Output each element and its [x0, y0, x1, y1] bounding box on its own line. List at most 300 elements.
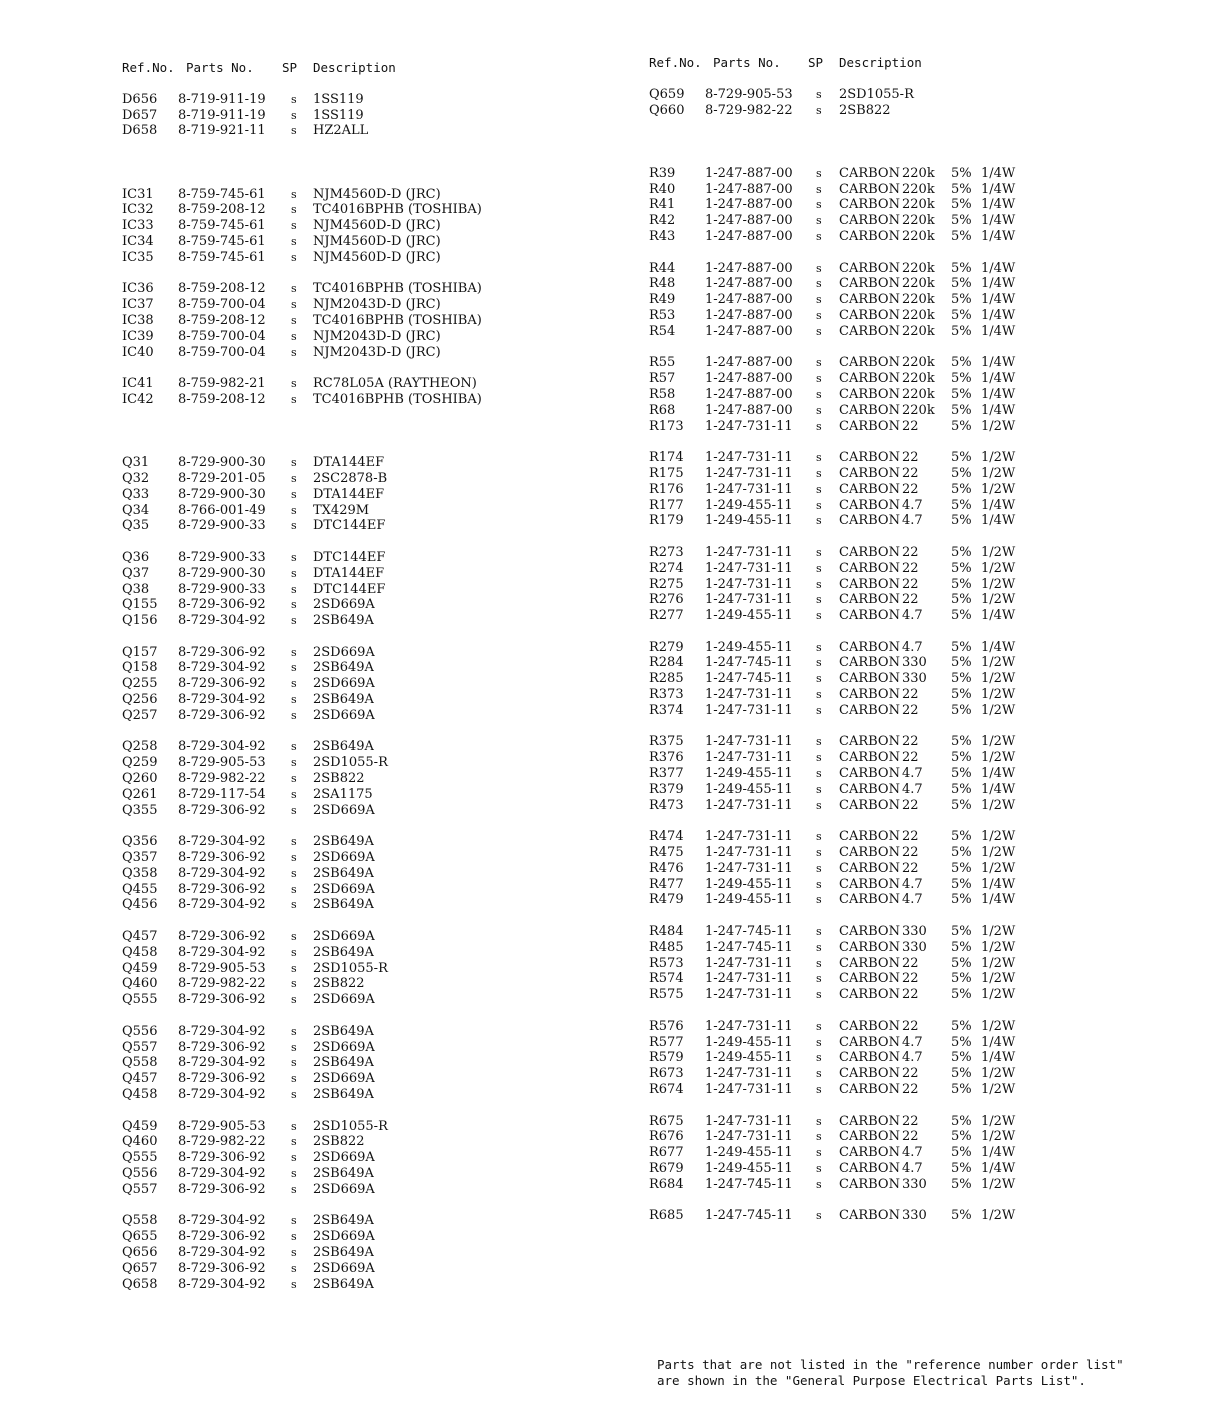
power-rating: 1/4W [981, 497, 1016, 513]
parts-no: 1-249-455-11 [705, 876, 793, 892]
table-row [122, 1182, 542, 1198]
ref-no: R42 [649, 213, 676, 229]
header-ref-no: Ref.No. [122, 60, 175, 75]
resistance-value: 22 [902, 750, 919, 766]
ref-no: Q31 [122, 455, 150, 471]
sp-mark: s [291, 1040, 297, 1054]
sp-mark: s [291, 1230, 297, 1244]
ref-no: Q261 [122, 786, 158, 802]
description: TC4016BPHB (TOSHIBA) [313, 391, 482, 407]
parts-no: 8-729-304-92 [178, 1276, 266, 1292]
table-row [649, 419, 1109, 435]
table-row [122, 803, 542, 819]
tolerance: 5% [951, 766, 972, 782]
sp-mark: s [816, 514, 822, 528]
table-row [122, 455, 542, 471]
resistor-type: CARBON [839, 1208, 900, 1224]
sp-mark: s [291, 108, 297, 122]
ref-no: Q558 [122, 1055, 158, 1071]
resistance-value: 220k [902, 371, 935, 387]
parts-no: 1-247-731-11 [705, 560, 793, 576]
table-row [122, 976, 542, 992]
ref-no: Q558 [122, 1213, 158, 1229]
table-row [649, 213, 1109, 229]
table-row [649, 877, 1109, 893]
parts-no: 8-729-304-92 [178, 1087, 266, 1102]
sp-mark: s [816, 846, 822, 860]
sp-mark: s [816, 893, 822, 907]
resistor-type: CARBON [839, 987, 900, 1003]
parts-no: 8-729-304-92 [178, 692, 266, 708]
ref-no: R274 [649, 560, 684, 576]
table-row [122, 945, 542, 961]
parts-no: 8-759-700-04 [178, 344, 266, 360]
description: 2SD669A [313, 644, 375, 660]
sp-mark: s [291, 598, 297, 612]
table-row [122, 882, 542, 898]
table-row [649, 1161, 1109, 1177]
tolerance: 5% [951, 576, 972, 592]
table-row [649, 940, 1109, 956]
parts-no: 8-729-304-92 [178, 1213, 266, 1229]
ref-no: Q557 [122, 1039, 158, 1055]
parts-no: 8-729-900-30 [178, 486, 266, 502]
parts-no: 8-759-208-12 [178, 391, 266, 407]
power-rating: 1/4W [981, 355, 1016, 371]
resistance-value: 22 [902, 450, 919, 466]
table-row [122, 1024, 542, 1040]
resistor-type: CARBON [839, 1082, 900, 1097]
ref-no: D657 [122, 107, 158, 123]
table-row [649, 766, 1109, 782]
ref-no: Q557 [122, 1181, 158, 1197]
table-row [122, 897, 542, 913]
tolerance: 5% [951, 1129, 972, 1145]
ref-no: IC38 [122, 312, 154, 328]
tolerance: 5% [951, 1018, 972, 1034]
power-rating: 1/2W [981, 418, 1016, 434]
sp-mark: s [291, 582, 297, 596]
sp-mark: s [816, 940, 822, 954]
resistor-type: CARBON [839, 418, 900, 434]
resistance-value: 22 [902, 481, 919, 497]
ref-no: R576 [649, 1018, 684, 1034]
table-row [122, 566, 542, 582]
parts-no: 1-247-745-11 [705, 1176, 793, 1192]
resistor-type: CARBON [839, 1129, 900, 1145]
table-row [649, 861, 1109, 877]
ref-no: R476 [649, 860, 684, 876]
group-spacer [122, 408, 542, 424]
power-rating: 1/2W [981, 797, 1016, 813]
ref-no: R675 [649, 1113, 684, 1129]
table-row [122, 787, 542, 803]
group-spacer [122, 913, 542, 929]
table-row [122, 582, 542, 598]
table-row [649, 387, 1109, 403]
resistor-type: CARBON [839, 829, 900, 845]
parts-no: 8-729-306-92 [178, 644, 266, 660]
parts-no: 8-759-982-21 [178, 376, 266, 392]
parts-no: 1-247-887-00 [705, 371, 793, 387]
sp-mark: s [291, 677, 297, 691]
sp-mark: s [816, 1083, 822, 1096]
parts-no: 8-719-911-19 [178, 107, 266, 123]
tolerance: 5% [951, 276, 972, 292]
parts-no: 8-729-982-22 [178, 976, 266, 992]
resistance-value: 330 [902, 671, 927, 687]
table-row [649, 355, 1109, 371]
sp-mark: s [291, 866, 297, 880]
sp-mark: s [816, 451, 822, 465]
table-row [122, 487, 542, 503]
description: NJM2043D-D (JRC) [313, 328, 441, 344]
tolerance: 5% [951, 987, 972, 1003]
parts-no: 8-729-982-22 [178, 771, 266, 787]
tolerance: 5% [951, 1066, 972, 1082]
description: DTA144EF [313, 486, 385, 502]
parts-no: 8-729-117-54 [178, 786, 266, 802]
tolerance: 5% [951, 671, 972, 687]
table-row [122, 834, 542, 850]
table-row [122, 1071, 542, 1087]
description: 2SD669A [313, 1071, 375, 1087]
description: 2SB822 [313, 771, 365, 787]
sp-mark: s [816, 1177, 822, 1191]
ref-no: R174 [649, 450, 684, 466]
parts-no: 1-249-455-11 [705, 497, 793, 513]
footnote-line: Parts that are not listed in the "reference number order list" [657, 1357, 1124, 1372]
tolerance: 5% [951, 1082, 972, 1097]
power-rating: 1/4W [981, 1145, 1016, 1161]
table-row [122, 281, 542, 297]
sp-mark: s [291, 787, 297, 801]
sp-mark: s [816, 1067, 822, 1081]
ref-no: R376 [649, 750, 684, 766]
ref-no: Q158 [122, 660, 158, 676]
table-row [122, 676, 542, 692]
group-spacer [649, 434, 1109, 450]
description: 2SD669A [313, 1181, 375, 1197]
resistance-value: 330 [902, 1208, 927, 1224]
tolerance: 5% [951, 418, 972, 434]
tolerance: 5% [951, 292, 972, 308]
resistance-value: 22 [902, 734, 919, 750]
description: 2SD669A [313, 1229, 375, 1245]
resistance-value: 330 [902, 939, 927, 955]
description: DTC144EF [313, 518, 386, 534]
sp-mark: s [291, 661, 297, 675]
tolerance: 5% [951, 465, 972, 481]
ref-no: R673 [649, 1066, 684, 1082]
sp-mark: s [291, 693, 297, 707]
ref-no: Q357 [122, 850, 158, 866]
power-rating: 1/2W [981, 544, 1016, 560]
table-row [122, 961, 542, 977]
resistance-value: 220k [902, 228, 935, 244]
table-row [649, 1035, 1109, 1051]
parts-no: 1-247-731-11 [705, 750, 793, 766]
parts-no: 8-729-306-92 [178, 1181, 266, 1197]
ref-no: Q38 [122, 581, 150, 597]
sp-mark: s [291, 187, 297, 201]
ref-no: Q555 [122, 1150, 158, 1166]
table-row [649, 829, 1109, 845]
ref-no: IC39 [122, 328, 154, 344]
parts-no: 1-247-887-00 [705, 386, 793, 402]
resistance-value: 4.7 [902, 892, 923, 908]
ref-no: R177 [649, 497, 684, 513]
group-spacer [122, 171, 542, 187]
sp-mark: s [816, 356, 822, 370]
header-description: Description [313, 60, 396, 75]
header-sp: SP [808, 55, 824, 70]
resistor-type: CARBON [839, 497, 900, 513]
ref-no: R276 [649, 592, 684, 608]
table-row [649, 703, 1109, 719]
parts-no: 1-249-455-11 [705, 892, 793, 908]
ref-no: Q35 [122, 518, 150, 534]
resistor-type: CARBON [839, 750, 900, 766]
ref-no: Q556 [122, 1165, 158, 1181]
resistor-type: CARBON [839, 860, 900, 876]
parts-no: 1-247-731-11 [705, 450, 793, 466]
ref-no: R379 [649, 781, 684, 797]
group-spacer [649, 245, 1109, 261]
table-row [649, 450, 1109, 466]
sp-mark: s [816, 1051, 822, 1065]
ref-no: R39 [649, 165, 676, 181]
table-row [122, 1213, 542, 1229]
resistor-type: CARBON [839, 560, 900, 576]
table-row [649, 371, 1109, 387]
header-parts-no: Parts No. [713, 55, 781, 70]
sp-mark: s [291, 961, 297, 975]
resistance-value: 330 [902, 924, 927, 940]
parts-no: 1-247-887-00 [705, 355, 793, 371]
description: 2SD669A [313, 1260, 375, 1276]
resistor-type: CARBON [839, 939, 900, 955]
power-rating: 1/4W [981, 1034, 1016, 1050]
sp-mark: s [291, 234, 297, 248]
table-row [649, 229, 1109, 245]
table-row [649, 640, 1109, 656]
description: 2SD669A [313, 1150, 375, 1166]
sp-mark: s [291, 1151, 297, 1165]
table-row [649, 734, 1109, 750]
ref-no: R68 [649, 402, 676, 418]
parts-no: 8-759-208-12 [178, 202, 266, 218]
resistor-type: CARBON [839, 228, 900, 244]
description: NJM4560D-D (JRC) [313, 249, 441, 265]
description: 2SD669A [313, 881, 375, 897]
power-rating: 1/4W [981, 876, 1016, 892]
sp-mark: s [816, 640, 822, 654]
resistance-value: 4.7 [902, 608, 923, 624]
sp-mark: s [291, 645, 297, 659]
ref-no: Q458 [122, 1087, 158, 1102]
sp-mark: s [816, 956, 822, 970]
resistor-type: CARBON [839, 386, 900, 402]
table-row [649, 892, 1109, 908]
table-row [649, 1019, 1109, 1035]
ref-no: R55 [649, 355, 676, 371]
resistance-value: 22 [902, 418, 919, 434]
power-rating: 1/4W [981, 323, 1016, 339]
power-rating: 1/2W [981, 987, 1016, 1003]
ref-no: Q256 [122, 692, 158, 708]
table-row [122, 250, 542, 266]
power-rating: 1/2W [981, 955, 1016, 971]
table-row [122, 866, 542, 882]
sp-mark: s [291, 124, 297, 138]
parts-no: 1-247-731-11 [705, 687, 793, 703]
parts-no: 1-247-731-11 [705, 576, 793, 592]
sp-mark: s [816, 1161, 822, 1175]
description: 2SB649A [313, 865, 374, 881]
sp-mark: s [816, 103, 822, 117]
sp-mark: s [816, 925, 822, 939]
tolerance: 5% [951, 228, 972, 244]
description: DTA144EF [313, 455, 385, 471]
ref-no: Q459 [122, 1118, 158, 1134]
ref-no: IC42 [122, 391, 154, 407]
description: TX429M [313, 502, 370, 518]
tolerance: 5% [951, 845, 972, 861]
sp-mark: s [816, 561, 822, 575]
parts-no: 8-729-306-92 [178, 929, 266, 945]
power-rating: 1/4W [981, 181, 1016, 197]
ref-no: R53 [649, 307, 676, 323]
table-row [649, 87, 1109, 103]
resistor-type: CARBON [839, 702, 900, 718]
sp-mark: s [291, 835, 297, 849]
table-row [122, 1134, 542, 1150]
resistor-type: CARBON [839, 655, 900, 671]
sp-mark: s [816, 703, 822, 717]
sp-mark: s [816, 545, 822, 559]
ref-no: R577 [649, 1034, 684, 1050]
parts-no: 8-759-208-12 [178, 312, 266, 328]
sp-mark: s [816, 877, 822, 891]
ref-no: R277 [649, 608, 684, 624]
parts-no: 8-719-921-11 [178, 123, 266, 139]
ref-no: R574 [649, 971, 684, 987]
ref-no: Q257 [122, 707, 158, 723]
resistance-value: 4.7 [902, 766, 923, 782]
tolerance: 5% [951, 355, 972, 371]
parts-no: 1-247-731-11 [705, 971, 793, 987]
parts-no: 8-729-306-92 [178, 802, 266, 818]
power-rating: 1/4W [981, 228, 1016, 244]
power-rating: 1/4W [981, 165, 1016, 181]
sp-mark: s [291, 345, 297, 359]
resistance-value: 22 [902, 797, 919, 813]
ref-no: Q457 [122, 1071, 158, 1087]
parts-no: 8-729-900-33 [178, 581, 266, 597]
footnote [657, 1357, 1124, 1389]
parts-no: 1-247-887-00 [705, 260, 793, 276]
parts-no: 1-247-745-11 [705, 1208, 793, 1224]
table-row [649, 498, 1109, 514]
sp-mark: s [291, 471, 297, 485]
power-rating: 1/4W [981, 766, 1016, 782]
table-row [649, 592, 1109, 608]
table-row [649, 1129, 1109, 1145]
sp-mark: s [291, 1072, 297, 1086]
sp-mark: s [291, 1214, 297, 1228]
table-row [122, 597, 542, 613]
table-row [122, 992, 542, 1008]
resistance-value: 220k [902, 213, 935, 229]
description: 2SD669A [313, 707, 375, 723]
description: 2SB649A [313, 1276, 374, 1292]
description: 2SD1055-R [839, 86, 914, 102]
group-spacer [649, 719, 1109, 735]
ref-no: Q659 [649, 86, 685, 102]
ref-no: R49 [649, 292, 676, 308]
group-spacer [122, 360, 542, 376]
ref-no: Q555 [122, 992, 158, 1008]
tolerance: 5% [951, 307, 972, 323]
resistor-type: CARBON [839, 687, 900, 703]
description: 2SB649A [313, 1165, 374, 1181]
tolerance: 5% [951, 260, 972, 276]
sp-mark: s [291, 219, 297, 233]
table-row [122, 1261, 542, 1277]
description: 2SC2878-B [313, 470, 388, 486]
ref-no: Q358 [122, 865, 158, 881]
sp-mark: s [291, 993, 297, 1007]
table-row [649, 1145, 1109, 1161]
tolerance: 5% [951, 497, 972, 513]
tolerance: 5% [951, 1145, 972, 1161]
ref-no: Q260 [122, 771, 158, 787]
sp-mark: s [816, 166, 822, 180]
parts-no: 1-247-731-11 [705, 544, 793, 560]
description: 2SB649A [313, 660, 374, 676]
tolerance: 5% [951, 213, 972, 229]
parts-no: 8-759-745-61 [178, 218, 266, 234]
ref-no: R374 [649, 702, 684, 718]
table-row [649, 1177, 1109, 1193]
parts-no: 1-247-745-11 [705, 939, 793, 955]
sp-mark: s [291, 930, 297, 944]
description: TC4016BPHB (TOSHIBA) [313, 312, 482, 328]
sp-mark: s [816, 372, 822, 386]
table-row [122, 613, 542, 629]
ref-no: R173 [649, 418, 684, 434]
parts-rows [122, 76, 542, 1292]
group-spacer [649, 134, 1109, 150]
parts-no: 1-247-731-11 [705, 987, 793, 1003]
group-spacer [649, 1098, 1109, 1114]
sp-mark: s [816, 387, 822, 401]
parts-no: 1-247-731-11 [705, 1018, 793, 1034]
resistance-value: 4.7 [902, 876, 923, 892]
table-row [649, 608, 1109, 624]
sp-mark: s [816, 767, 822, 781]
power-rating: 1/2W [981, 592, 1016, 608]
resistor-type: CARBON [839, 1160, 900, 1176]
tolerance: 5% [951, 323, 972, 339]
parts-no: 8-729-304-92 [178, 613, 266, 629]
parts-no: 8-729-306-92 [178, 1260, 266, 1276]
resistance-value: 220k [902, 260, 935, 276]
parts-column-left [122, 60, 542, 1292]
table-row [649, 545, 1109, 561]
resistor-type: CARBON [839, 1176, 900, 1192]
